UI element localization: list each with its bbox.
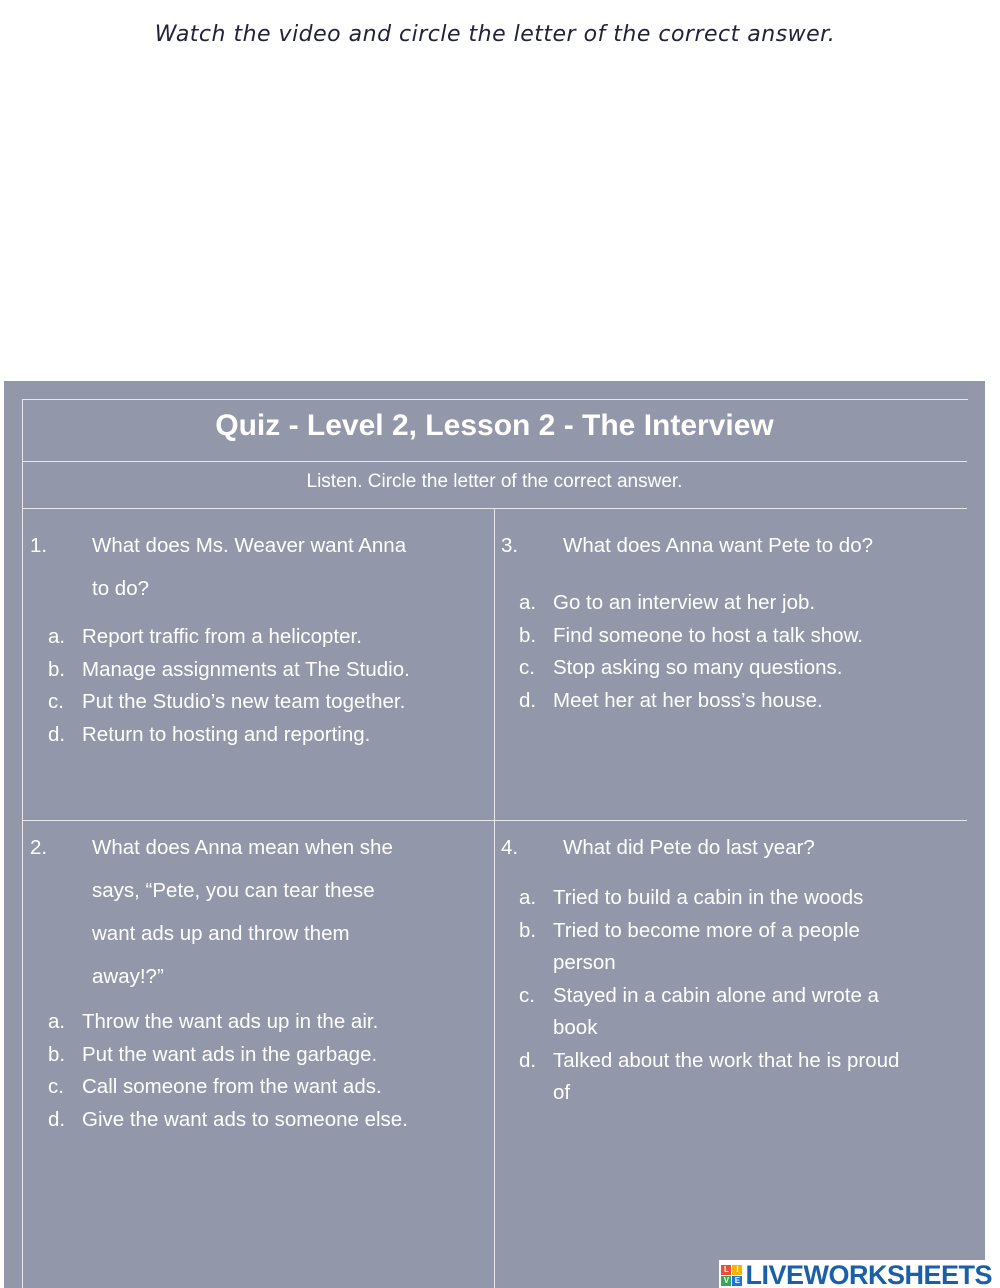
option-c[interactable]: c. Stop asking so many questions. [519,656,843,679]
question-number: 3. [501,534,519,557]
option-b[interactable]: b. Put the want ads in the garbage. [48,1042,378,1066]
option-d[interactable]: d. Return to hosting and reporting. [48,722,371,746]
option-d[interactable]: d. Talked about the work that he is proud of [519,1048,900,1104]
question-text: What did Pete do last year? [563,836,815,859]
question-number: 2. [30,836,48,859]
question-text: What does Anna want Pete to do? [563,534,873,557]
options-list [30,1006,490,1136]
page-instruction: Watch the video and circle the letter of the correct answer. [154,22,836,47]
question-3 [501,524,963,717]
worksheet-image [4,381,985,1288]
quiz-title: Quiz - Level 2, Lesson 2 - The Interview [215,409,774,442]
option-c[interactable]: c. Stayed in a cabin alone and wrote a book [519,983,879,1039]
liveworksheets-logo[interactable] [719,1260,992,1288]
column-divider [494,508,495,1288]
option-d[interactable]: d. Give the want ads to someone else. [48,1107,408,1131]
options-list [501,587,963,717]
liveworksheets-logo-text: LIVEWORKSHEETS [745,1259,992,1288]
option-b[interactable]: b. Manage assignments at The Studio. [48,657,410,681]
option-a[interactable]: a. Go to an interview at her job. [519,591,816,614]
option-b[interactable]: b. Tried to become more of a people person [519,918,860,974]
option-a[interactable]: a. Throw the want ads up in the air. [48,1010,379,1033]
options-list [30,621,490,751]
question-text: What does Anna mean when she says, “Pete, you can tear these want ads up and throw them away!?” [92,836,393,988]
question-number: 1. [30,534,48,557]
option-d[interactable]: d. Meet her at her boss’s house. [519,688,823,712]
option-a[interactable]: a. Report traffic from a helicopter. [48,625,362,648]
option-c[interactable]: c. Put the Studio’s new team together. [48,690,406,713]
question-2 [30,826,490,1136]
option-c[interactable]: c. Call someone from the want ads. [48,1075,382,1098]
question-text: What does Ms. Weaver want Anna to do? [92,534,407,600]
option-b[interactable]: b. Find someone to host a talk show. [519,623,863,647]
question-number: 4. [501,836,519,859]
liveworksheets-logo-icon: L I V E [721,1265,742,1286]
question-4 [501,826,963,1110]
title-divider [22,461,967,462]
question-1 [30,524,490,751]
quiz-subtitle: Listen. Circle the letter of the correct answer. [306,471,683,492]
options-list [501,882,963,1110]
option-a[interactable]: a. Tried to build a cabin in the woods [519,886,864,909]
